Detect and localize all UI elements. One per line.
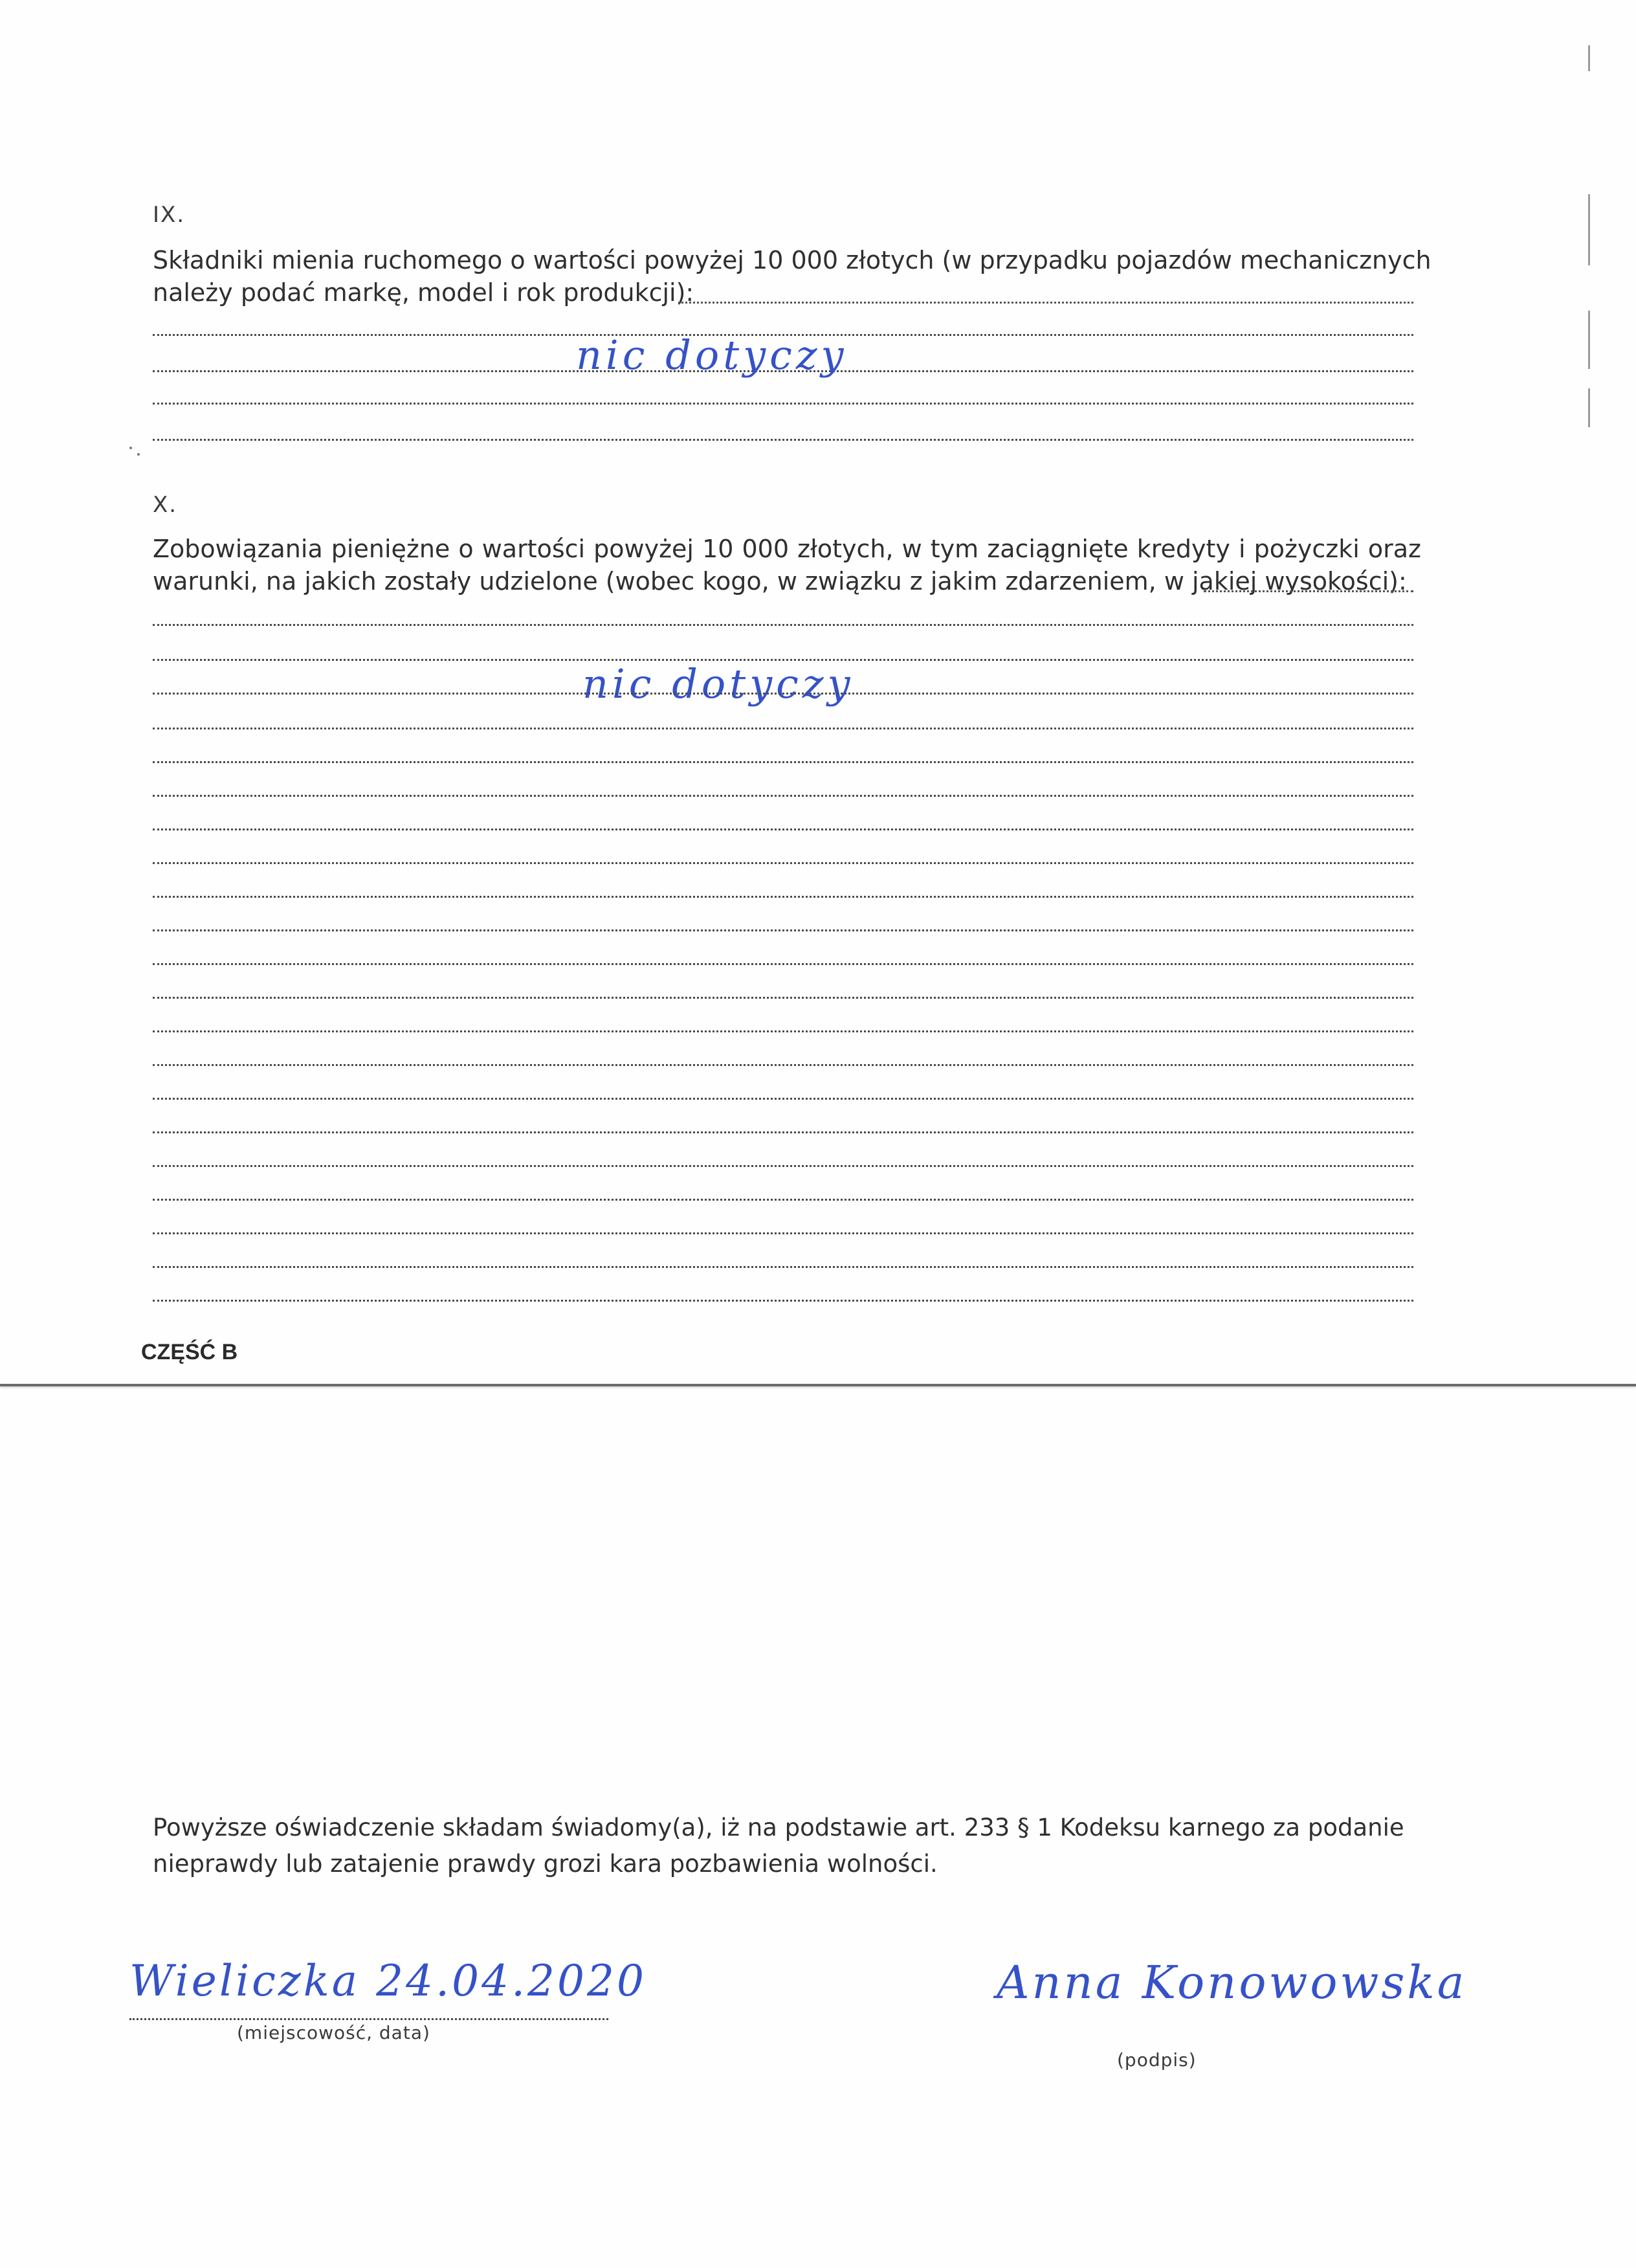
section-x-dotfill [1204,590,1413,592]
edge-mark [1588,311,1590,369]
statement-line2: nieprawdy lub zatajenie prawdy grozi kara pozbawienia wolności. [153,1850,938,1878]
part-b-title: CZĘŚĆ B [141,1340,238,1364]
section-x-answer-line [153,1098,1413,1100]
section-x-answer-line [153,896,1413,898]
section-x-answer-line [153,1232,1413,1234]
section-x-answer-line [153,1030,1413,1032]
section-ix-answer-line [153,403,1413,405]
edge-mark [1588,45,1590,71]
edge-mark [1588,388,1590,427]
scan-speck [137,453,140,456]
place-date-handwritten: Wieliczka 24.04.2020 [129,1956,647,2006]
place-date-dotline [129,2018,608,2020]
section-ix-number: IX. [153,202,186,228]
section-ix-dotfill [678,302,1413,304]
fold-divider [0,1384,1636,1386]
section-x-answer-line [153,624,1413,626]
section-x-text-line1: Zobowiązania pieniężne o wartości powyżej 10 000 złotych, w tym zaciągnięte kredyty i pożyczki oraz [153,535,1421,563]
scan-speck [129,447,132,449]
section-x-answer-line [153,862,1413,864]
section-ix-text-line2: należy podać markę, model i rok produkcji): [153,278,694,307]
section-x-answer-line [153,761,1413,763]
signature-handwritten: Anna Konowowska [997,1956,1467,2009]
section-x-answer-line [153,1064,1413,1066]
section-x-answer-line [153,693,1413,695]
section-x-answer-line [153,795,1413,797]
section-x-answer-line [153,1266,1413,1268]
section-x-answer-line [153,828,1413,830]
section-ix-handwritten-answer: nic dotyczy [576,331,848,379]
place-date-caption: (miejscowość, data) [237,2022,430,2043]
section-x-handwritten-answer: nic dotyczy [582,660,854,707]
section-x-answer-line [153,728,1413,729]
section-x-number: X. [153,492,178,518]
section-x-answer-line [153,1300,1413,1302]
edge-mark [1588,194,1590,265]
section-ix-answer-line [153,439,1413,441]
section-x-answer-line [153,1165,1413,1167]
section-x-answer-line [153,929,1413,931]
section-x-answer-line [153,963,1413,965]
section-ix-text-line1: Składniki mienia ruchomego o wartości powyżej 10 000 złotych (w przypadku pojazdów mechanicznych [153,246,1432,274]
section-x-answer-line [153,1199,1413,1201]
signature-caption: (podpis) [1117,2049,1197,2071]
statement-line1: Powyższe oświadczenie składam świadomy(a), iż na podstawie art. 233 § 1 Kodeksu karnego za podanie [153,1814,1404,1841]
section-x-text-line2: warunki, na jakich zostały udzielone (wobec kogo, w związku z jakim zdarzeniem, w jakiej wysokości): [153,567,1407,595]
section-x-answer-line [153,997,1413,999]
section-x-answer-line [153,1131,1413,1133]
